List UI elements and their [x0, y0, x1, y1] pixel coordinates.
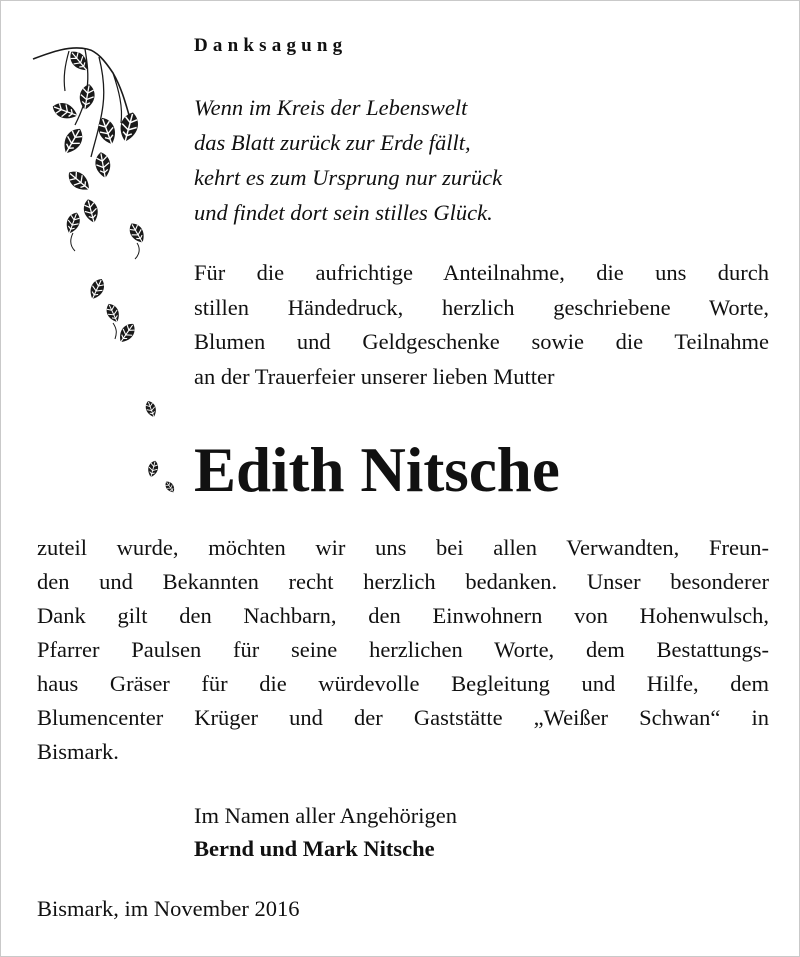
thanks-paragraph	[37, 531, 769, 769]
intro-paragraph	[194, 256, 769, 394]
thanks-line: zuteil wurde, möchten wir uns bei allen Verwandten, Freun-	[37, 535, 769, 560]
poem-line: Wenn im Kreis der Lebenswelt	[194, 95, 468, 120]
poem-line: und findet dort sein stilles Glück.	[194, 200, 493, 225]
deceased-name: Edith Nitsche	[194, 435, 560, 505]
thanks-line: Dank gilt den Nachbarn, den Einwohnern von Hohenwulsch,	[37, 603, 769, 628]
poem-line: kehrt es zum Ursprung nur zurück	[194, 165, 503, 190]
intro-line: Für die aufrichtige Anteilnahme, die uns durch	[194, 260, 769, 285]
signature-block	[194, 799, 457, 865]
thanks-line: Blumencenter Krüger und der Gaststätte „Weißer Schwan“ in	[37, 705, 769, 730]
thanks-line: Pfarrer Paulsen für seine herzlichen Worte, dem Bestattungs-	[37, 637, 769, 662]
thanks-line: den und Bekannten recht herzlich bedanken. Unser besonderer	[37, 569, 769, 594]
notice-heading: Danksagung	[194, 35, 348, 56]
poem	[194, 90, 502, 230]
place-date: Bismark, im November 2016	[37, 896, 300, 921]
intro-line: Blumen und Geldgeschenke sowie die Teilnahme	[194, 329, 769, 354]
intro-line: stillen Händedruck, herzlich geschriebene Worte,	[194, 294, 769, 320]
poem-line: das Blatt zurück zur Erde fällt,	[194, 130, 471, 155]
signoff-names: Bernd und Mark Nitsche	[194, 836, 435, 861]
thanks-line: Bismark.	[37, 739, 119, 764]
signoff-line: Im Namen aller Angehörigen	[194, 803, 458, 828]
falling-leaves-icon	[29, 41, 199, 511]
intro-line: an der Trauerfeier unserer lieben Mutter	[194, 363, 555, 389]
thanks-line: haus Gräser für die würdevolle Begleitung und Hilfe, dem	[37, 671, 769, 696]
